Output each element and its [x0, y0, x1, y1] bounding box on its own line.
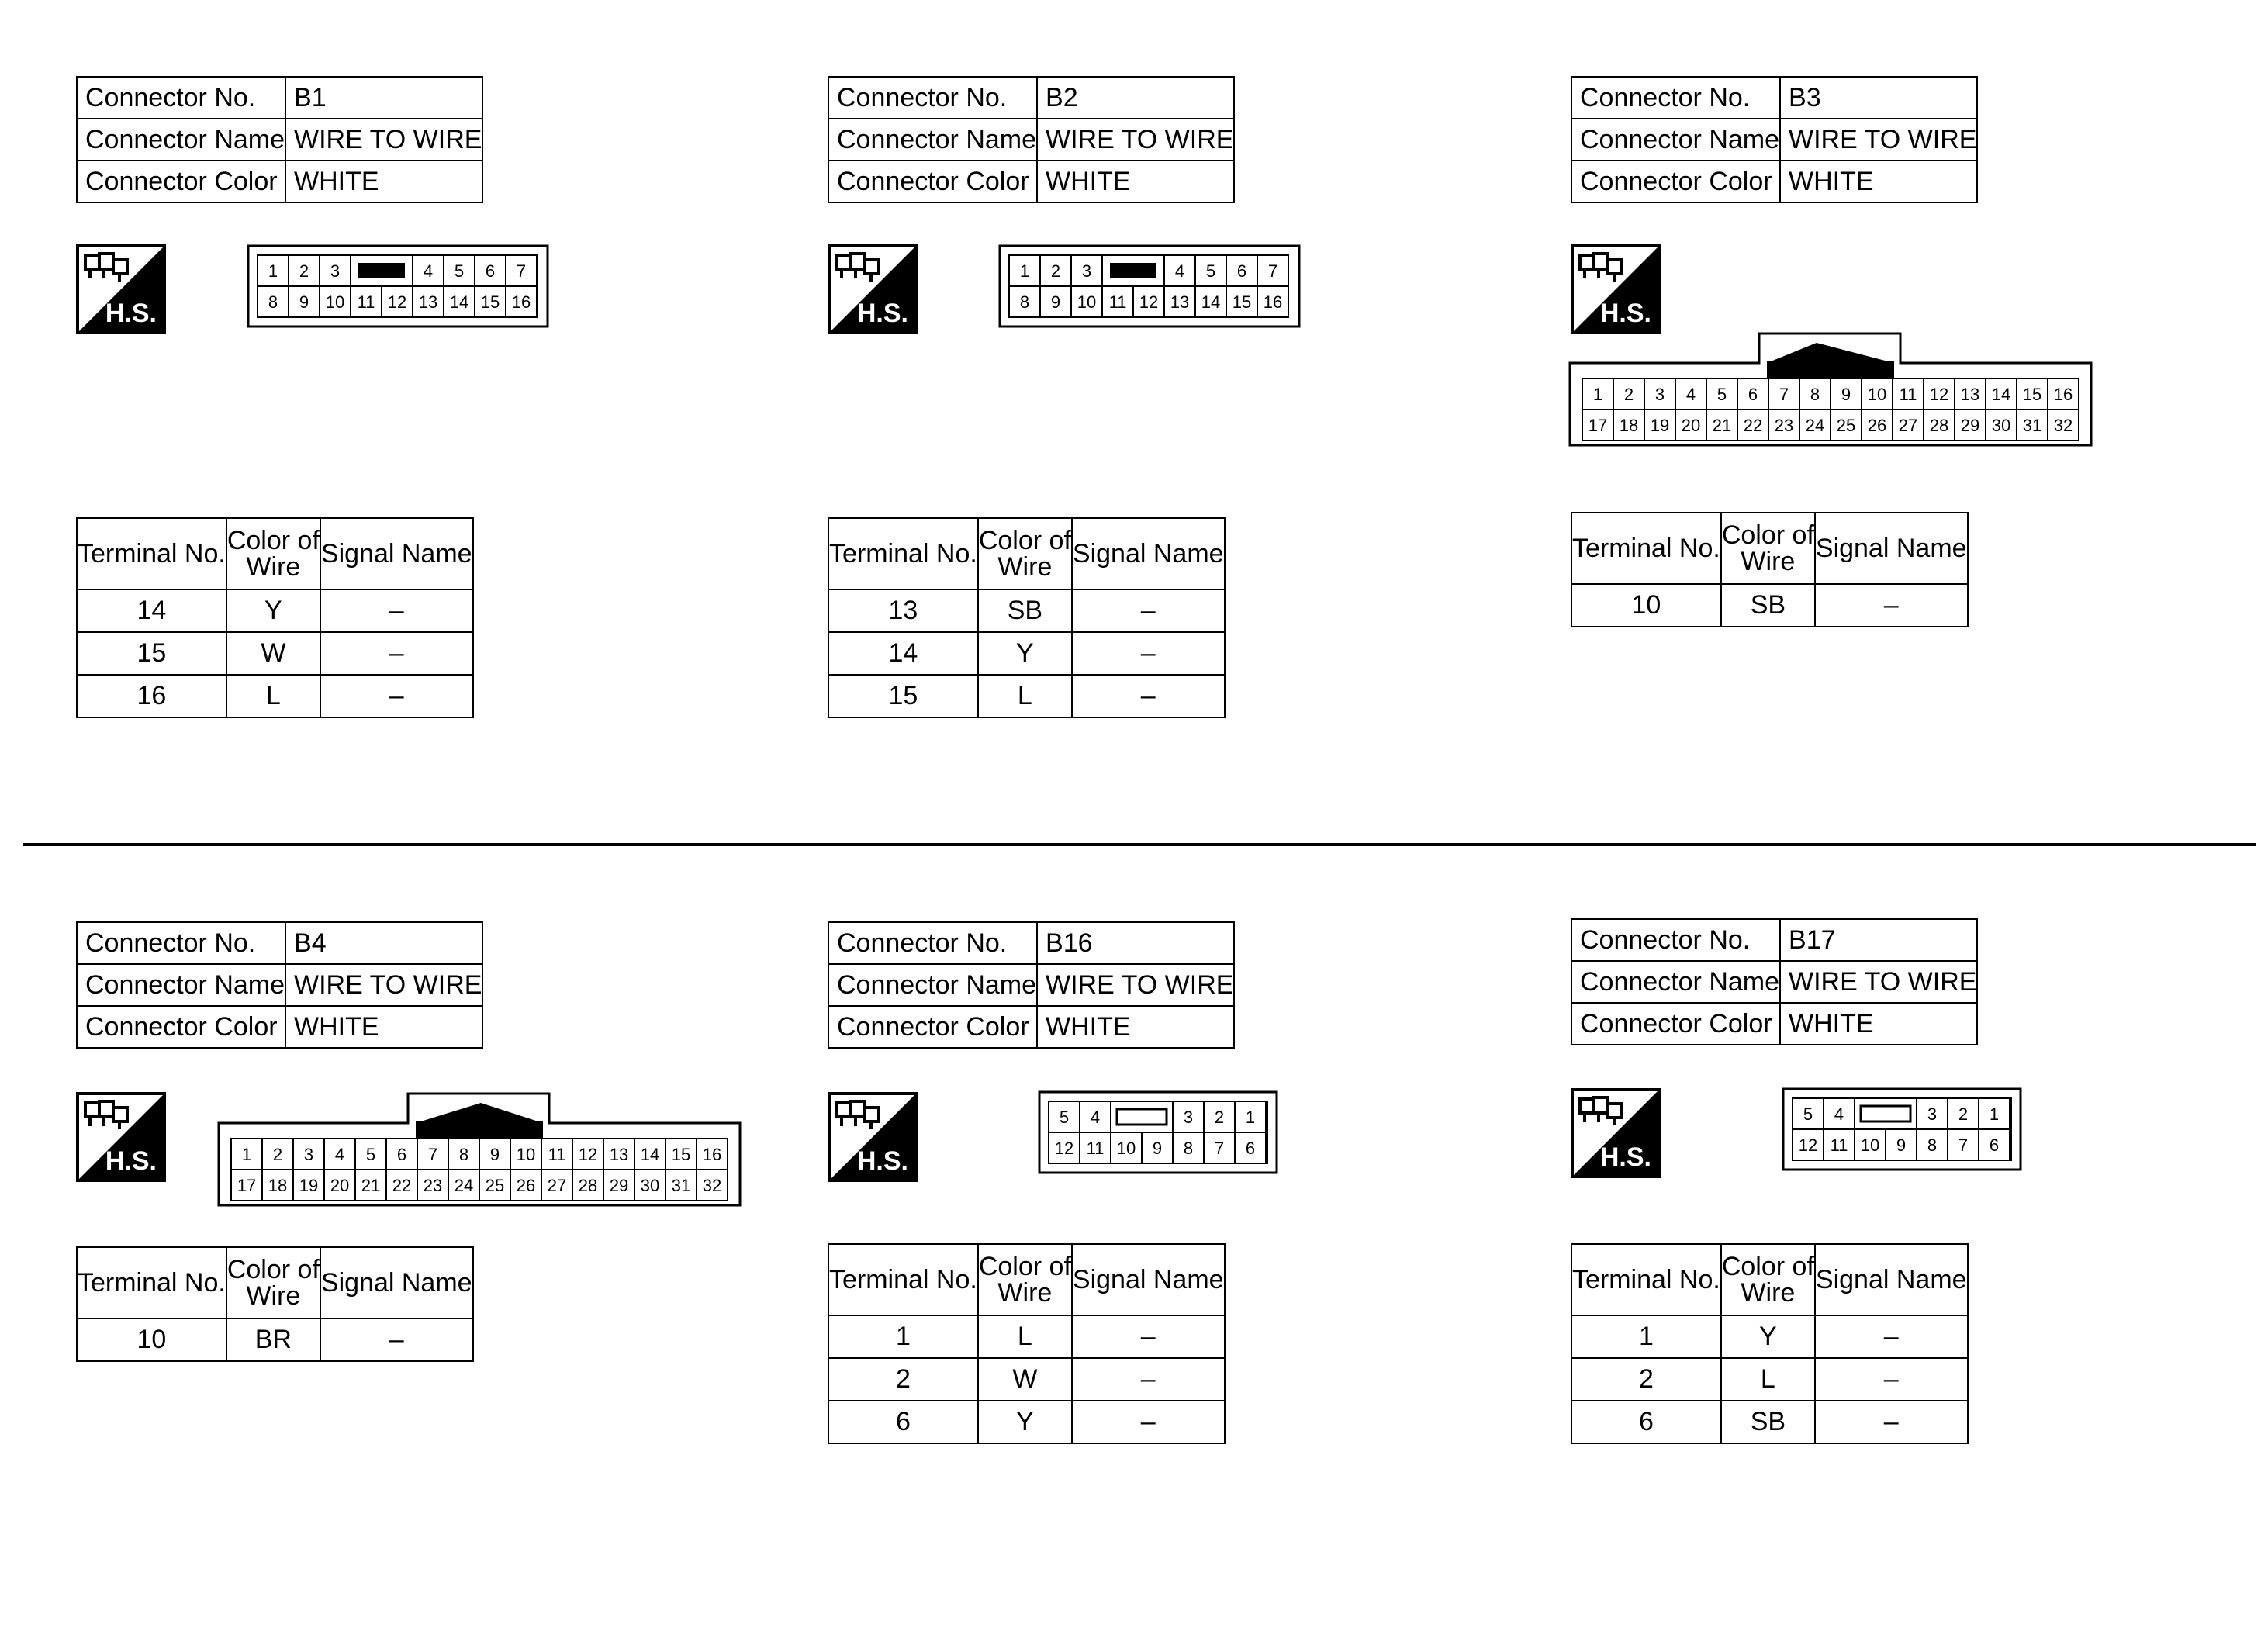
pin-number: 1 — [241, 1145, 252, 1164]
pin-number: 28 — [578, 1176, 598, 1195]
svg-text:H.S.: H.S. — [105, 299, 157, 328]
pin-number: 7 — [1214, 1139, 1225, 1158]
label-connector-name: Connector Name — [1571, 119, 1780, 161]
value-connector-name: WIRE TO WIRE — [1037, 119, 1234, 161]
pin-number: 23 — [1774, 416, 1794, 435]
table-row: 1 L – — [828, 1315, 1225, 1358]
pin-number: 22 — [392, 1176, 412, 1195]
pin-number: 2 — [299, 261, 309, 281]
connector-info-table — [828, 921, 1235, 1049]
value-connector-no: B17 — [1780, 919, 1977, 961]
harness-side-icon — [1571, 244, 1661, 334]
label-connector-no: Connector No. — [77, 77, 285, 119]
pin-number: 19 — [299, 1176, 319, 1195]
pin-number: 5 — [1716, 385, 1727, 404]
table-row: 6 SB – — [1571, 1401, 1968, 1443]
header-signal-name: Signal Name — [1815, 1244, 1968, 1315]
label-connector-name: Connector Name — [828, 119, 1037, 161]
connector-face-12pin — [1782, 1087, 2022, 1171]
pin-number: 11 — [1108, 292, 1127, 312]
value-connector-name: WIRE TO WIRE — [1780, 119, 1977, 161]
pin-number: 12 — [1929, 385, 1949, 404]
value-connector-color: WHITE — [1037, 1006, 1234, 1048]
table-row: 15 L – — [828, 675, 1225, 717]
lock-slot — [1117, 1109, 1167, 1125]
pin-number: 6 — [1245, 1139, 1256, 1158]
pin-number: 13 — [418, 292, 438, 312]
table-row: 2 L – — [1571, 1358, 1968, 1401]
pin-number: 20 — [1681, 416, 1701, 435]
header-signal-name: Signal Name — [320, 518, 473, 589]
pin-number: 32 — [2053, 416, 2073, 435]
table-row: 2 W – — [828, 1358, 1225, 1401]
pin-number: 31 — [2022, 416, 2042, 435]
pin-number: 15 — [1232, 292, 1252, 312]
pin-number: 17 — [1588, 416, 1608, 435]
pin-number: 7 — [516, 261, 527, 281]
pin-grid — [231, 1139, 728, 1201]
harness-side-icon — [1571, 1088, 1661, 1178]
pin-number: 9 — [1841, 385, 1851, 404]
label-connector-name: Connector Name — [77, 964, 285, 1006]
svg-text:H.S.: H.S. — [856, 1146, 908, 1176]
header-color-of-wire: Color of Wire — [226, 518, 320, 589]
pin-number: 7 — [1958, 1135, 1969, 1155]
pin-number: 16 — [1263, 292, 1283, 312]
pin-number: 2 — [1050, 261, 1061, 281]
pin-number: 1 — [1592, 385, 1603, 404]
pin-number: 27 — [547, 1176, 567, 1195]
harness-side-icon — [828, 1092, 918, 1182]
pin-number: 4 — [1090, 1108, 1101, 1127]
pin-number: 11 — [1830, 1135, 1848, 1155]
svg-text:H.S.: H.S. — [856, 299, 908, 328]
header-terminal-no: Terminal No. — [77, 1247, 226, 1318]
connector-info-table — [828, 76, 1235, 203]
header-terminal-no: Terminal No. — [1571, 513, 1721, 584]
pin-grid — [1049, 1101, 1266, 1163]
pin-number: 11 — [548, 1145, 566, 1164]
pin-number: 12 — [1139, 292, 1159, 312]
connector-face-32pin — [217, 1090, 742, 1208]
pin-number: 14 — [1201, 292, 1221, 312]
pin-number: 9 — [1050, 292, 1061, 312]
harness-side-icon — [828, 244, 918, 334]
pin-number: 11 — [1086, 1139, 1105, 1158]
label-connector-no: Connector No. — [1571, 919, 1780, 961]
table-row: 1 Y – — [1571, 1315, 1968, 1358]
connector-info-table — [76, 76, 483, 203]
pin-number: 8 — [1927, 1135, 1938, 1155]
value-connector-name: WIRE TO WIRE — [1037, 964, 1234, 1006]
label-connector-color: Connector Color — [828, 161, 1037, 202]
pin-number: 4 — [1834, 1104, 1844, 1124]
pin-number: 15 — [2022, 385, 2042, 404]
terminal-table — [1571, 512, 1969, 627]
pin-number: 8 — [1183, 1139, 1194, 1158]
pin-number: 7 — [1779, 385, 1789, 404]
header-color-of-wire: Color of Wire — [1721, 1244, 1815, 1315]
pin-number: 24 — [1805, 416, 1825, 435]
pin-number: 17 — [237, 1176, 257, 1195]
pin-number: 21 — [1712, 416, 1732, 435]
value-connector-name: WIRE TO WIRE — [1780, 961, 1977, 1003]
label-connector-name: Connector Name — [1571, 961, 1780, 1003]
terminal-table — [828, 517, 1226, 718]
svg-text:H.S.: H.S. — [105, 1146, 157, 1176]
label-connector-color: Connector Color — [1571, 1003, 1780, 1045]
pin-number: 12 — [578, 1145, 598, 1164]
pin-number: 19 — [1650, 416, 1670, 435]
label-connector-color: Connector Color — [77, 161, 285, 202]
pin-number: 26 — [1867, 416, 1887, 435]
pin-number: 1 — [1019, 261, 1030, 281]
connector-info-table — [76, 921, 483, 1049]
section-divider — [23, 843, 2256, 846]
pin-number: 20 — [330, 1176, 350, 1195]
pin-number: 3 — [1654, 385, 1665, 404]
label-connector-no: Connector No. — [828, 77, 1037, 119]
value-connector-color: WHITE — [285, 161, 482, 202]
pin-number: 24 — [454, 1176, 474, 1195]
pin-number: 15 — [480, 292, 500, 312]
value-connector-no: B16 — [1037, 922, 1234, 964]
table-row: 10 SB – — [1571, 584, 1968, 627]
pin-number: 9 — [489, 1145, 500, 1164]
value-connector-name: WIRE TO WIRE — [285, 119, 482, 161]
pin-number: 14 — [640, 1145, 660, 1164]
value-connector-no: B2 — [1037, 77, 1234, 119]
pin-number: 30 — [640, 1176, 660, 1195]
pin-number: 12 — [1798, 1135, 1818, 1155]
value-connector-color: WHITE — [285, 1006, 482, 1048]
pin-number: 10 — [516, 1145, 536, 1164]
pin-number: 2 — [1623, 385, 1634, 404]
pin-number: 10 — [1860, 1135, 1880, 1155]
lock-slot — [1861, 1106, 1910, 1121]
pin-number: 22 — [1743, 416, 1763, 435]
pin-number: 11 — [1899, 385, 1917, 404]
pin-number: 21 — [361, 1176, 381, 1195]
pin-grid — [1009, 255, 1288, 317]
pin-number: 13 — [1960, 385, 1980, 404]
pin-number: 29 — [609, 1176, 629, 1195]
pin-number: 32 — [702, 1176, 722, 1195]
terminal-table — [828, 1243, 1226, 1444]
pin-grid — [1582, 378, 2079, 441]
header-terminal-no: Terminal No. — [828, 1244, 978, 1315]
pin-number: 16 — [511, 292, 531, 312]
pin-number: 10 — [325, 292, 345, 312]
value-connector-name: WIRE TO WIRE — [285, 964, 482, 1006]
header-color-of-wire: Color of Wire — [1721, 513, 1815, 584]
pin-number: 6 — [1748, 385, 1758, 404]
label-connector-no: Connector No. — [828, 922, 1037, 964]
pin-number: 4 — [423, 261, 434, 281]
value-connector-no: B4 — [285, 922, 482, 964]
pin-number: 9 — [1896, 1135, 1907, 1155]
pin-number: 28 — [1929, 416, 1949, 435]
pin-number: 4 — [1174, 261, 1185, 281]
table-row: 14 Y – — [77, 589, 473, 632]
label-connector-color: Connector Color — [1571, 161, 1780, 202]
pin-number: 3 — [330, 261, 341, 281]
pin-number: 10 — [1116, 1139, 1136, 1158]
value-connector-color: WHITE — [1780, 161, 1977, 202]
pin-number: 14 — [1991, 385, 2011, 404]
pin-number: 9 — [299, 292, 309, 312]
pin-number: 14 — [449, 292, 469, 312]
pin-number: 8 — [268, 292, 278, 312]
connector-info-table — [1571, 918, 1978, 1045]
connector-face-16pin — [247, 244, 549, 328]
table-row: 6 Y – — [828, 1401, 1225, 1443]
pin-number: 18 — [1619, 416, 1639, 435]
pin-number: 13 — [1170, 292, 1190, 312]
connector-info-table — [1571, 76, 1978, 203]
pin-number: 16 — [702, 1145, 722, 1164]
pin-number: 6 — [485, 261, 496, 281]
header-terminal-no: Terminal No. — [1571, 1244, 1721, 1315]
pin-number: 6 — [1989, 1135, 2000, 1155]
pin-number: 10 — [1077, 292, 1097, 312]
connector-face-32pin — [1568, 330, 2093, 448]
pin-number: 30 — [1991, 416, 2011, 435]
pin-number: 2 — [1958, 1104, 1969, 1124]
label-connector-color: Connector Color — [828, 1006, 1037, 1048]
pin-number: 25 — [485, 1176, 505, 1195]
terminal-table — [76, 1246, 474, 1362]
pin-number: 8 — [1810, 385, 1820, 404]
pin-number: 12 — [1054, 1139, 1074, 1158]
pin-number: 5 — [1205, 261, 1216, 281]
pin-number: 1 — [1245, 1108, 1256, 1127]
pin-number: 12 — [387, 292, 407, 312]
header-terminal-no: Terminal No. — [77, 518, 226, 589]
terminal-table — [76, 517, 474, 718]
pin-number: 26 — [516, 1176, 536, 1195]
pin-number: 25 — [1836, 416, 1856, 435]
header-color-of-wire: Color of Wire — [978, 518, 1072, 589]
lock-tab — [358, 263, 405, 278]
table-row: 10 BR – — [77, 1318, 473, 1361]
pin-number: 6 — [1236, 261, 1247, 281]
pin-number: 15 — [671, 1145, 691, 1164]
table-row: 13 SB – — [828, 589, 1225, 632]
pin-number: 1 — [268, 261, 278, 281]
pin-number: 27 — [1898, 416, 1918, 435]
pin-number: 5 — [1803, 1104, 1813, 1124]
svg-text:H.S.: H.S. — [1599, 1142, 1651, 1172]
pin-number: 10 — [1867, 385, 1887, 404]
pin-number: 3 — [303, 1145, 314, 1164]
value-connector-color: WHITE — [1037, 161, 1234, 202]
pin-number: 11 — [357, 292, 375, 312]
pin-number: 7 — [427, 1145, 438, 1164]
pin-number: 3 — [1183, 1108, 1194, 1127]
pin-number: 18 — [268, 1176, 288, 1195]
pin-number: 3 — [1927, 1104, 1938, 1124]
label-connector-name: Connector Name — [828, 964, 1037, 1006]
harness-side-icon — [76, 1092, 166, 1182]
connector-face-16pin — [998, 244, 1301, 328]
header-signal-name: Signal Name — [1815, 513, 1968, 584]
pin-number: 16 — [2053, 385, 2073, 404]
pin-grid — [258, 255, 537, 317]
lock-tab — [1110, 263, 1156, 278]
value-connector-no: B1 — [285, 77, 482, 119]
pin-number: 23 — [423, 1176, 443, 1195]
pin-number: 31 — [671, 1176, 691, 1195]
header-signal-name: Signal Name — [320, 1247, 473, 1318]
header-signal-name: Signal Name — [1072, 1244, 1225, 1315]
terminal-table — [1571, 1243, 1969, 1444]
pin-number: 6 — [396, 1145, 407, 1164]
pin-number: 13 — [609, 1145, 629, 1164]
pin-number: 29 — [1960, 416, 1980, 435]
label-connector-color: Connector Color — [77, 1006, 285, 1048]
connector-face-12pin — [1038, 1090, 1278, 1174]
header-color-of-wire: Color of Wire — [978, 1244, 1072, 1315]
pin-number: 8 — [1019, 292, 1030, 312]
svg-text:H.S.: H.S. — [1599, 299, 1651, 328]
table-row: 15 W – — [77, 632, 473, 675]
pin-number: 5 — [365, 1145, 376, 1164]
label-connector-name: Connector Name — [77, 119, 285, 161]
pin-number: 9 — [1152, 1139, 1163, 1158]
label-connector-no: Connector No. — [1571, 77, 1780, 119]
pin-number: 2 — [272, 1145, 283, 1164]
pin-number: 5 — [1059, 1108, 1070, 1127]
header-terminal-no: Terminal No. — [828, 518, 978, 589]
header-color-of-wire: Color of Wire — [226, 1247, 320, 1318]
pin-number: 2 — [1214, 1108, 1225, 1127]
pin-number: 5 — [454, 261, 465, 281]
label-connector-no: Connector No. — [77, 922, 285, 964]
table-row: 16 L – — [77, 675, 473, 717]
table-row: 14 Y – — [828, 632, 1225, 675]
pin-number: 3 — [1081, 261, 1092, 281]
harness-side-icon — [76, 244, 166, 334]
pin-number: 7 — [1267, 261, 1278, 281]
pin-number: 4 — [1685, 385, 1696, 404]
pin-number: 8 — [458, 1145, 469, 1164]
value-connector-color: WHITE — [1780, 1003, 1977, 1045]
value-connector-no: B3 — [1780, 77, 1977, 119]
pin-number: 1 — [1989, 1104, 2000, 1124]
pin-grid — [1793, 1098, 2010, 1160]
pin-number: 4 — [334, 1145, 345, 1164]
header-signal-name: Signal Name — [1072, 518, 1225, 589]
